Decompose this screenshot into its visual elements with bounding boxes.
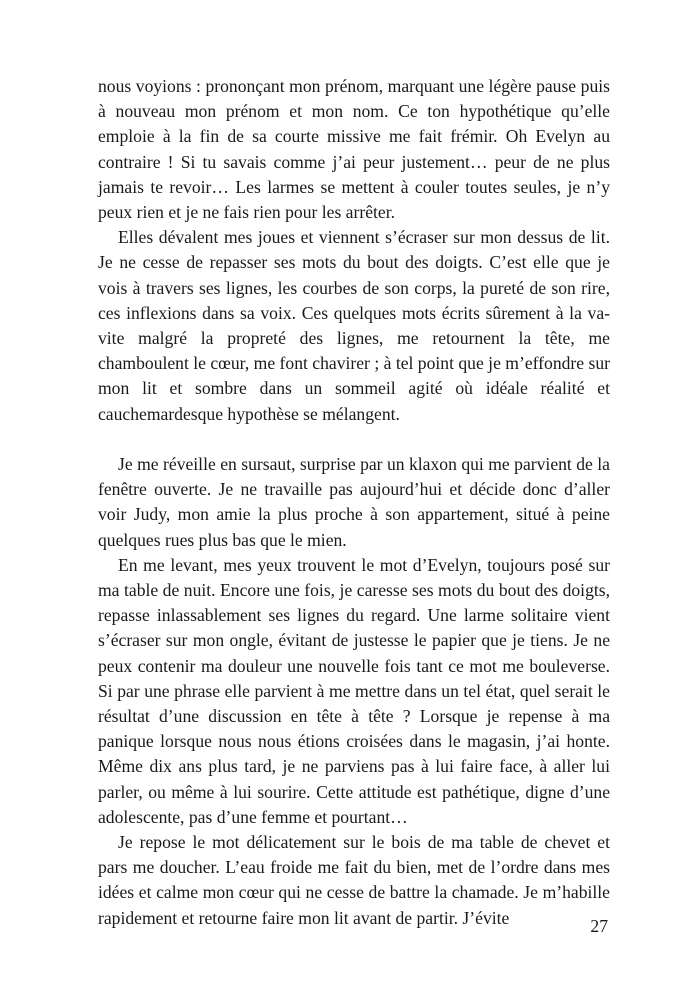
paragraph-2: Elles dévalent mes joues et viennent s’écraser sur mon dessus de lit. Je ne cesse de repasser ses mots du bout des doigts. C’est elle que je vois à travers ses lignes, les courbes de son corps, la pureté de son rire, ces inflexions dans sa voix. Ces quelques mots écrits sûrement à la va-vite malgré la propreté des lignes, me retournent la tête, me chamboulent le cœur, me font chavirer ; à tel point que je m’effondre sur mon lit et sombre dans un sommeil agité où idéale réalité et cauchemardesque hypothèse se mélangent. (98, 227, 610, 424)
paragraph-5: Je repose le mot délicatement sur le bois de ma table de chevet et pars me doucher. L’eau froide me fait du bien, met de l’ordre dans mes idées et calme mon cœur qui ne cesse de battre la chamade. Je m’habille rapidement et retourne faire mon lit avant de partir. J’évite (98, 832, 610, 928)
page-number: 27 (590, 916, 608, 936)
paragraph-1: nous voyions : prononçant mon prénom, marquant une légère pause puis à nouveau mon prénom et mon nom. Ce ton hypothétique qu’elle emploie à la fin de sa courte missive me fait frémir. Oh Evelyn au contraire ! Si tu savais comme j’ai peur justement… peur de ne plus jamais te revoir… Les larmes se mettent à couler toutes seules, je n’y peux rien et je ne fais rien pour les arrêter. (98, 76, 610, 223)
paragraph-3: Je me réveille en sursaut, surprise par un klaxon qui me parvient de la fenêtre ouverte. Je ne travaille pas aujourd’hui et décide donc d’aller voir Judy, mon amie la plus proche à son appartement, situé à peine quelques rues plus bas que le mien. (98, 454, 610, 550)
body-text (98, 74, 610, 931)
paragraph-4: En me levant, mes yeux trouvent le mot d’Evelyn, toujours posé sur ma table de nuit. Encore une fois, je caresse ses mots du bout des doigts, repasse inlassablement ses lignes du regard. Une larme solitaire vient s’écraser sur mon ongle, évitant de justesse le papier que je tiens. Je ne peux contenir ma douleur une nouvelle fois tant ce mot me bouleverse. Si par une phrase elle parvient à me mettre dans un tel état, quel serait le résultat d’une discussion en tête à tête ? Lorsque je repense à ma panique lorsque nous nous étions croisées dans le magasin, j’ai honte. Même dix ans plus tard, je ne parviens pas à lui faire face, à aller lui parler, ou même à lui sourire. Cette attitude est pathétique, digne d’une adolescente, pas d’une femme et pourtant… (98, 554, 610, 827)
